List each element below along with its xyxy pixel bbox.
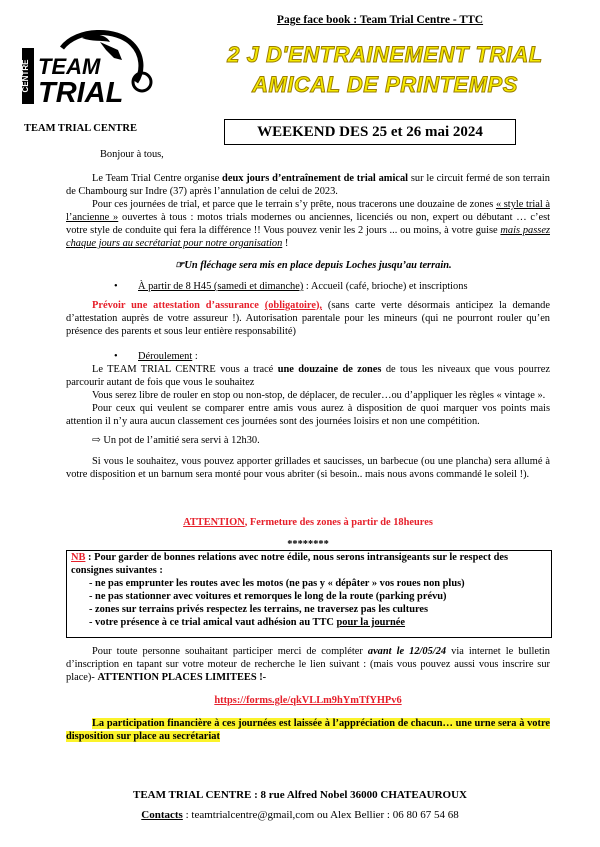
insurance-mandatory: (obligatoire), [264, 300, 323, 311]
barbecue-paragraph: Si vous le souhaitez, vous pouvez apporter grillades et saucisses, un barbecue (ou une plancha) sera allumé à votre disposition et un barnum sera monté pour vous abriter (si besoin.. mais nous avons commandé le soleil !). [66, 456, 550, 480]
event-title-line2: AMICAL DE PRINTEMPS [252, 72, 518, 97]
logo-graphic [22, 30, 157, 110]
schedule-bullet-2 [66, 350, 550, 363]
schedule-section [66, 280, 550, 481]
hand-pointing-icon: ☞ [175, 260, 185, 271]
bullet2-label: Déroulement [138, 351, 193, 362]
registration-paragraph [66, 645, 550, 684]
rule-last-b: pour la journée [336, 617, 406, 628]
zones-bold: une douzaine de zones [277, 364, 382, 375]
event-title [200, 40, 570, 100]
bullet1-text: : Accueil (café, brioche) et inscriptions [303, 281, 468, 292]
compare-paragraph: Pour ceux qui veulent se comparer entre amis vous aurez à disposition de quoi marquer vos points mais attention il n’y aura aucun classement ces journées sont des journées loisirs et non une compétition. [66, 403, 550, 427]
bullet1-time: À partir de 8 H45 (samedi et dimanche) [138, 281, 304, 292]
schedule-bullet-1 [66, 280, 550, 293]
participation-text: La participation financière à ces journées est laissée à l’appréciation de chacun… une urne sera à votre disposition sur place au secrétariat [66, 718, 550, 742]
rule-item: - ne pas emprunter les routes avec les motos (ne pas y « dépâter » vos roues non plus) [89, 578, 465, 589]
logo-word-trial: TRIAL [38, 77, 124, 109]
facebook-page-line: Page face book : Team Trial Centre - TTC [276, 14, 484, 26]
reg-c: via internet le bulletin d’inscription en tapant sur votre moteur de recherche le lien suivant : (mais vous pouvez aussi vous inscrire sur place)- [66, 646, 550, 683]
team-trial-centre-logo [22, 30, 157, 110]
registration-link-wrap [66, 694, 550, 707]
intro-p2-c: ouvertes à tous : motos trials modernes ou anciennes, licenciés ou non, expert ou débutant … c’est votre style de conduite qui fera la différence !! Vous pouvez venir les 2 jours ... ou moins, à votre guise [66, 212, 551, 236]
participation-paragraph [66, 717, 550, 743]
contacts-text[interactable]: : teamtrialcentre@gmail,com ou Alex Bellier : 06 80 67 54 68 [182, 809, 459, 821]
free-riding-paragraph: Vous serez libre de rouler en stop ou non-stop, de déplacer, de reculer…ou d’appliquer les règles « vintage ». [92, 390, 546, 401]
rule-item: - ne pas stationner avec voitures et remorques le long de la route (parking prévu) [89, 591, 447, 602]
pot-line [66, 434, 550, 447]
signage-line [175, 259, 565, 272]
attention-word: ATTENTION [183, 517, 245, 528]
contacts-label: Contacts [141, 809, 183, 821]
intro-p1-bold: deux jours d’entraînement de trial amical [222, 173, 409, 184]
insurance-paragraph [66, 299, 550, 338]
bullet-dot-icon: • [114, 281, 118, 292]
rules-box [66, 550, 552, 638]
registration-section [66, 645, 550, 684]
rule-item-last [67, 616, 551, 629]
participation-section [66, 717, 550, 743]
footer-address: TEAM TRIAL CENTRE : 8 rue Alfred Nobel 36000 CHATEAUROUX [133, 789, 467, 801]
attention-text: , Fermeture des zones à partir de 18heures [244, 517, 433, 528]
zones-c: de tous les niveaux que vous pourrez parcourir autant de fois que vous le souhaitez [66, 364, 550, 388]
zones-paragraph [66, 363, 550, 389]
bullet-dot-icon: • [114, 351, 118, 362]
registration-link[interactable]: https://forms.gle/qkVLLm9hYmTfYHPv6 [214, 695, 402, 706]
intro-p2-e: ! [282, 238, 289, 249]
pot-text: Un pot de l’amitié sera servi à 12h30. [103, 435, 260, 446]
insurance-required: Prévoir une attestation d’assurance [92, 300, 259, 311]
separator: ******** [287, 539, 329, 550]
footer-contacts [40, 809, 560, 822]
insurance-details: (sans carte verte désormais anticipez la demande d’attestation auprès de votre assureur !). Autorisation parentale pour les mineurs (qui ne pourront rouler qu’en présence des parents et sous leur entière responsabilité) [66, 300, 550, 337]
intro-section [66, 172, 550, 250]
intro-p1-c: sur le circuit fermé de son terrain de Chambourg sur Indre (37) après l’annulation de celui de 2023. [66, 173, 550, 197]
logo-vertical-text: CENTRE [21, 59, 30, 93]
greeting: Bonjour à tous, [100, 149, 164, 160]
signage-text: Un fléchage sera mis en place depuis Loches jusqu’au terrain. [184, 260, 452, 271]
event-title-line1: 2 J D'ENTRAINEMENT TRIAL [227, 42, 543, 67]
reg-a: Pour toute personne souhaitant participer merci de compléter [92, 646, 368, 657]
rules-intro [67, 551, 551, 577]
organisation-name: TEAM TRIAL CENTRE [24, 123, 137, 134]
rule-item: - zones sur terrains privés respectez les terrains, ne traversez pas les cultures [89, 604, 429, 615]
intro-p2-secretariat: mais passez chaque jours au secrétariat pour notre organisation [66, 225, 550, 249]
arrow-right-icon: ⇨ [92, 435, 104, 446]
intro-p2-style: « style trial à l’ancienne » [66, 199, 550, 223]
event-date-box: WEEKEND DES 25 et 26 mai 2024 [224, 119, 516, 145]
bullet2-colon: : [192, 351, 198, 362]
intro-p2-a: Pour ces journées de trial, et parce que le terrain s’y prête, nous tracerons une douzaine de zones [92, 199, 496, 210]
logo-word-team: TEAM [38, 54, 101, 79]
nb-label: NB [71, 552, 86, 563]
closing-time-notice [66, 516, 550, 529]
zones-a: Le TEAM TRIAL CENTRE vous a tracé [92, 364, 278, 375]
intro-p1-a: Le Team Trial Centre organise [92, 173, 223, 184]
reg-limited: ATTENTION PLACES LIMITEES !- [97, 672, 267, 683]
reg-deadline: avant le 12/05/24 [367, 646, 447, 657]
intro-paragraph-2 [66, 198, 550, 250]
rule-last-a: - votre présence à ce trial amical vaut adhésion au TTC [89, 617, 337, 628]
intro-paragraph-1 [66, 172, 550, 198]
nb-intro-text: : Pour garder de bonnes relations avec notre édile, nous serons intransigeants sur le respect des consignes suivantes : [71, 552, 509, 576]
